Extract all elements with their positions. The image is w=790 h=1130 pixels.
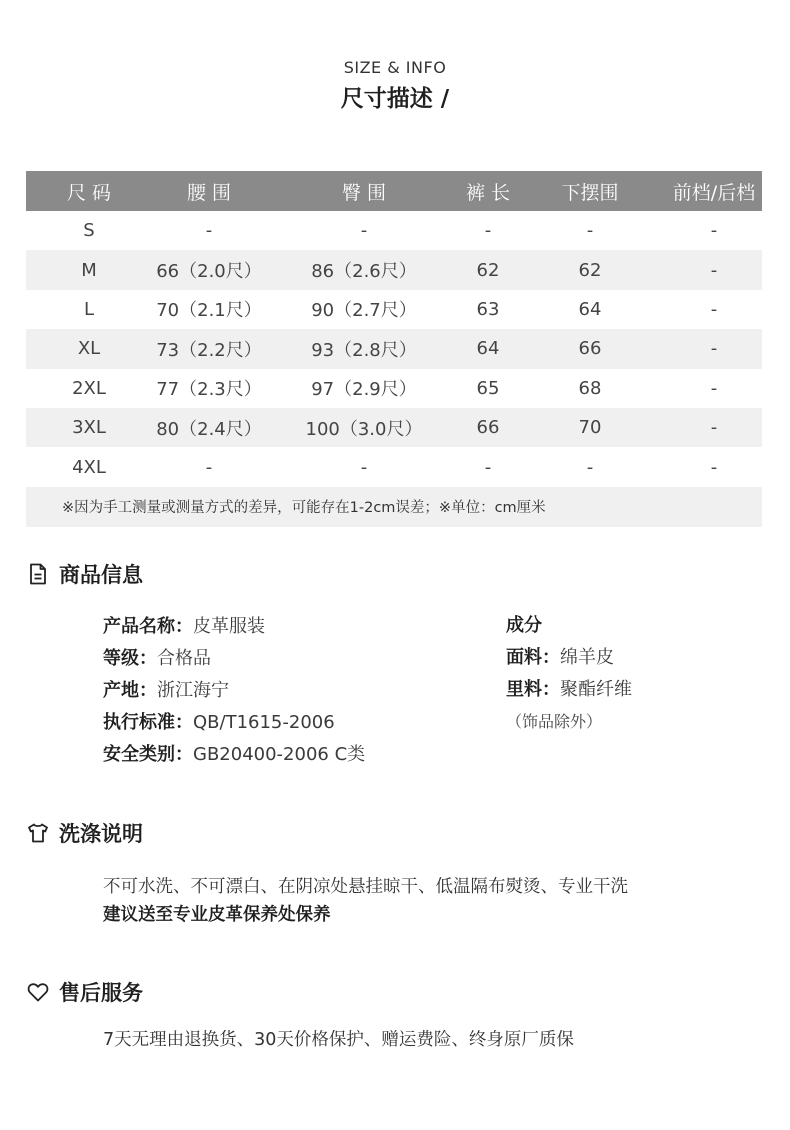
table-cell: 100（3.0尺） [305,418,423,440]
table-cell: 86（2.6尺） [311,261,417,283]
heart-icon [26,980,50,1004]
table-cell: - [586,456,594,478]
table-cell: 70（2.1尺） [156,300,262,322]
info-item [103,611,365,643]
table-cell: - [710,417,718,439]
size-label-cell: L [83,298,95,320]
section-title: 商品信息 [59,563,143,587]
section-title: 售后服务 [59,981,143,1005]
info-label: 安全类别： [103,744,193,765]
table-cell: - [710,220,718,242]
table-cell: 64 [578,298,602,320]
section-title: 洗涤说明 [59,822,143,846]
table-cell: 97（2.9尺） [311,379,417,401]
table-header-row [26,171,762,211]
info-item [103,675,365,707]
info-item [506,642,632,674]
info-value: GB20400-2006 C类 [193,744,366,765]
table-cell: - [205,456,213,478]
after-sales-heading [26,977,143,1007]
table-body [26,211,762,487]
table-cell: 68 [578,377,602,399]
info-value: 绵羊皮 [560,647,614,668]
info-item [103,643,365,675]
table-row [26,447,762,486]
composition-extra: （饰品除外） [506,712,603,731]
table-header-cell: 臀 围 [341,181,387,204]
size-label-cell: XL [77,338,101,360]
size-label-cell: 3XL [72,417,106,439]
table-header-cell: 腰 围 [186,181,232,204]
table-row [26,290,762,329]
table-cell: 90（2.7尺） [311,300,417,322]
table-cell: 70 [578,417,602,439]
info-label: 面料： [506,647,560,668]
page-header [0,58,790,114]
info-value: 皮革服装 [193,616,265,637]
washing-text [103,873,628,929]
info-label: 里料： [506,679,560,700]
header-title: 尺寸描述 / [340,86,450,112]
table-cell: - [360,456,368,478]
tshirt-icon [26,821,50,845]
table-cell: - [484,220,492,242]
table-cell: - [710,377,718,399]
table-cell: 93（2.8尺） [311,339,417,361]
info-item [103,739,365,771]
table-header-cell: 前档/后档 [672,181,756,204]
washing-line-bold: 建议送至专业皮革保养处保养 [103,905,331,925]
info-label: 等级： [103,648,157,669]
composition-title-text: 成分 [506,615,542,636]
table-cell: 77（2.3尺） [156,379,262,401]
info-value: 浙江海宁 [157,680,229,701]
table-cell: 62 [476,259,500,281]
table-cell: - [205,220,213,242]
document-icon [26,562,50,586]
size-label-cell: M [81,259,97,281]
table-row [26,369,762,408]
table-note: ※因为手工测量或测量方式的差异，可能存在1-2cm误差；※单位：cm厘米 [26,487,762,527]
product-info-left [103,611,365,771]
table-cell: 66 [476,417,500,439]
table-row [26,250,762,289]
header-subtitle: SIZE & INFO [343,58,447,77]
after-sales-text [103,1026,574,1054]
info-item [103,707,365,739]
table-cell: - [484,456,492,478]
info-label: 执行标准： [103,712,193,733]
table-cell: - [586,220,594,242]
info-value: 合格品 [157,648,211,669]
washing-line: 不可水洗、不可漂白、在阴凉处悬挂晾干、低温隔布熨烫、专业干洗 [103,877,628,897]
info-item [506,674,632,706]
table-cell: 65 [476,377,500,399]
table-header-cell: 下摆围 [561,181,619,204]
info-label: 产地： [103,680,157,701]
washing-heading [26,818,143,848]
table-cell: 63 [476,298,500,320]
table-cell: 64 [476,338,500,360]
table-cell: 66 [578,338,602,360]
table-cell: - [710,298,718,320]
table-cell: - [360,220,368,242]
table-row [26,211,762,250]
table-cell: 80（2.4尺） [156,418,262,440]
table-row [26,329,762,368]
info-value: QB/T1615-2006 [193,712,335,733]
product-info-right [506,610,632,738]
size-label-cell: 4XL [72,456,106,478]
after-sales-line: 7天无理由退换货、30天价格保护、赠运费险、终身原厂质保 [103,1030,574,1050]
info-label: 产品名称： [103,616,193,637]
table-row [26,408,762,447]
table-cell: 62 [578,259,602,281]
table-cell: - [710,338,718,360]
size-label-cell: S [83,220,95,242]
table-header-cell: 裤 长 [465,181,511,204]
composition-title [506,610,632,642]
info-value: 聚酯纤维 [560,679,632,700]
table-cell: 66（2.0尺） [156,261,262,283]
size-table [26,171,762,527]
size-label-cell: 2XL [72,377,106,399]
table-cell: - [710,456,718,478]
table-cell: 73（2.2尺） [156,339,262,361]
table-cell: - [710,259,718,281]
product-info-heading [26,559,143,589]
table-header-cell: 尺 码 [66,181,112,204]
